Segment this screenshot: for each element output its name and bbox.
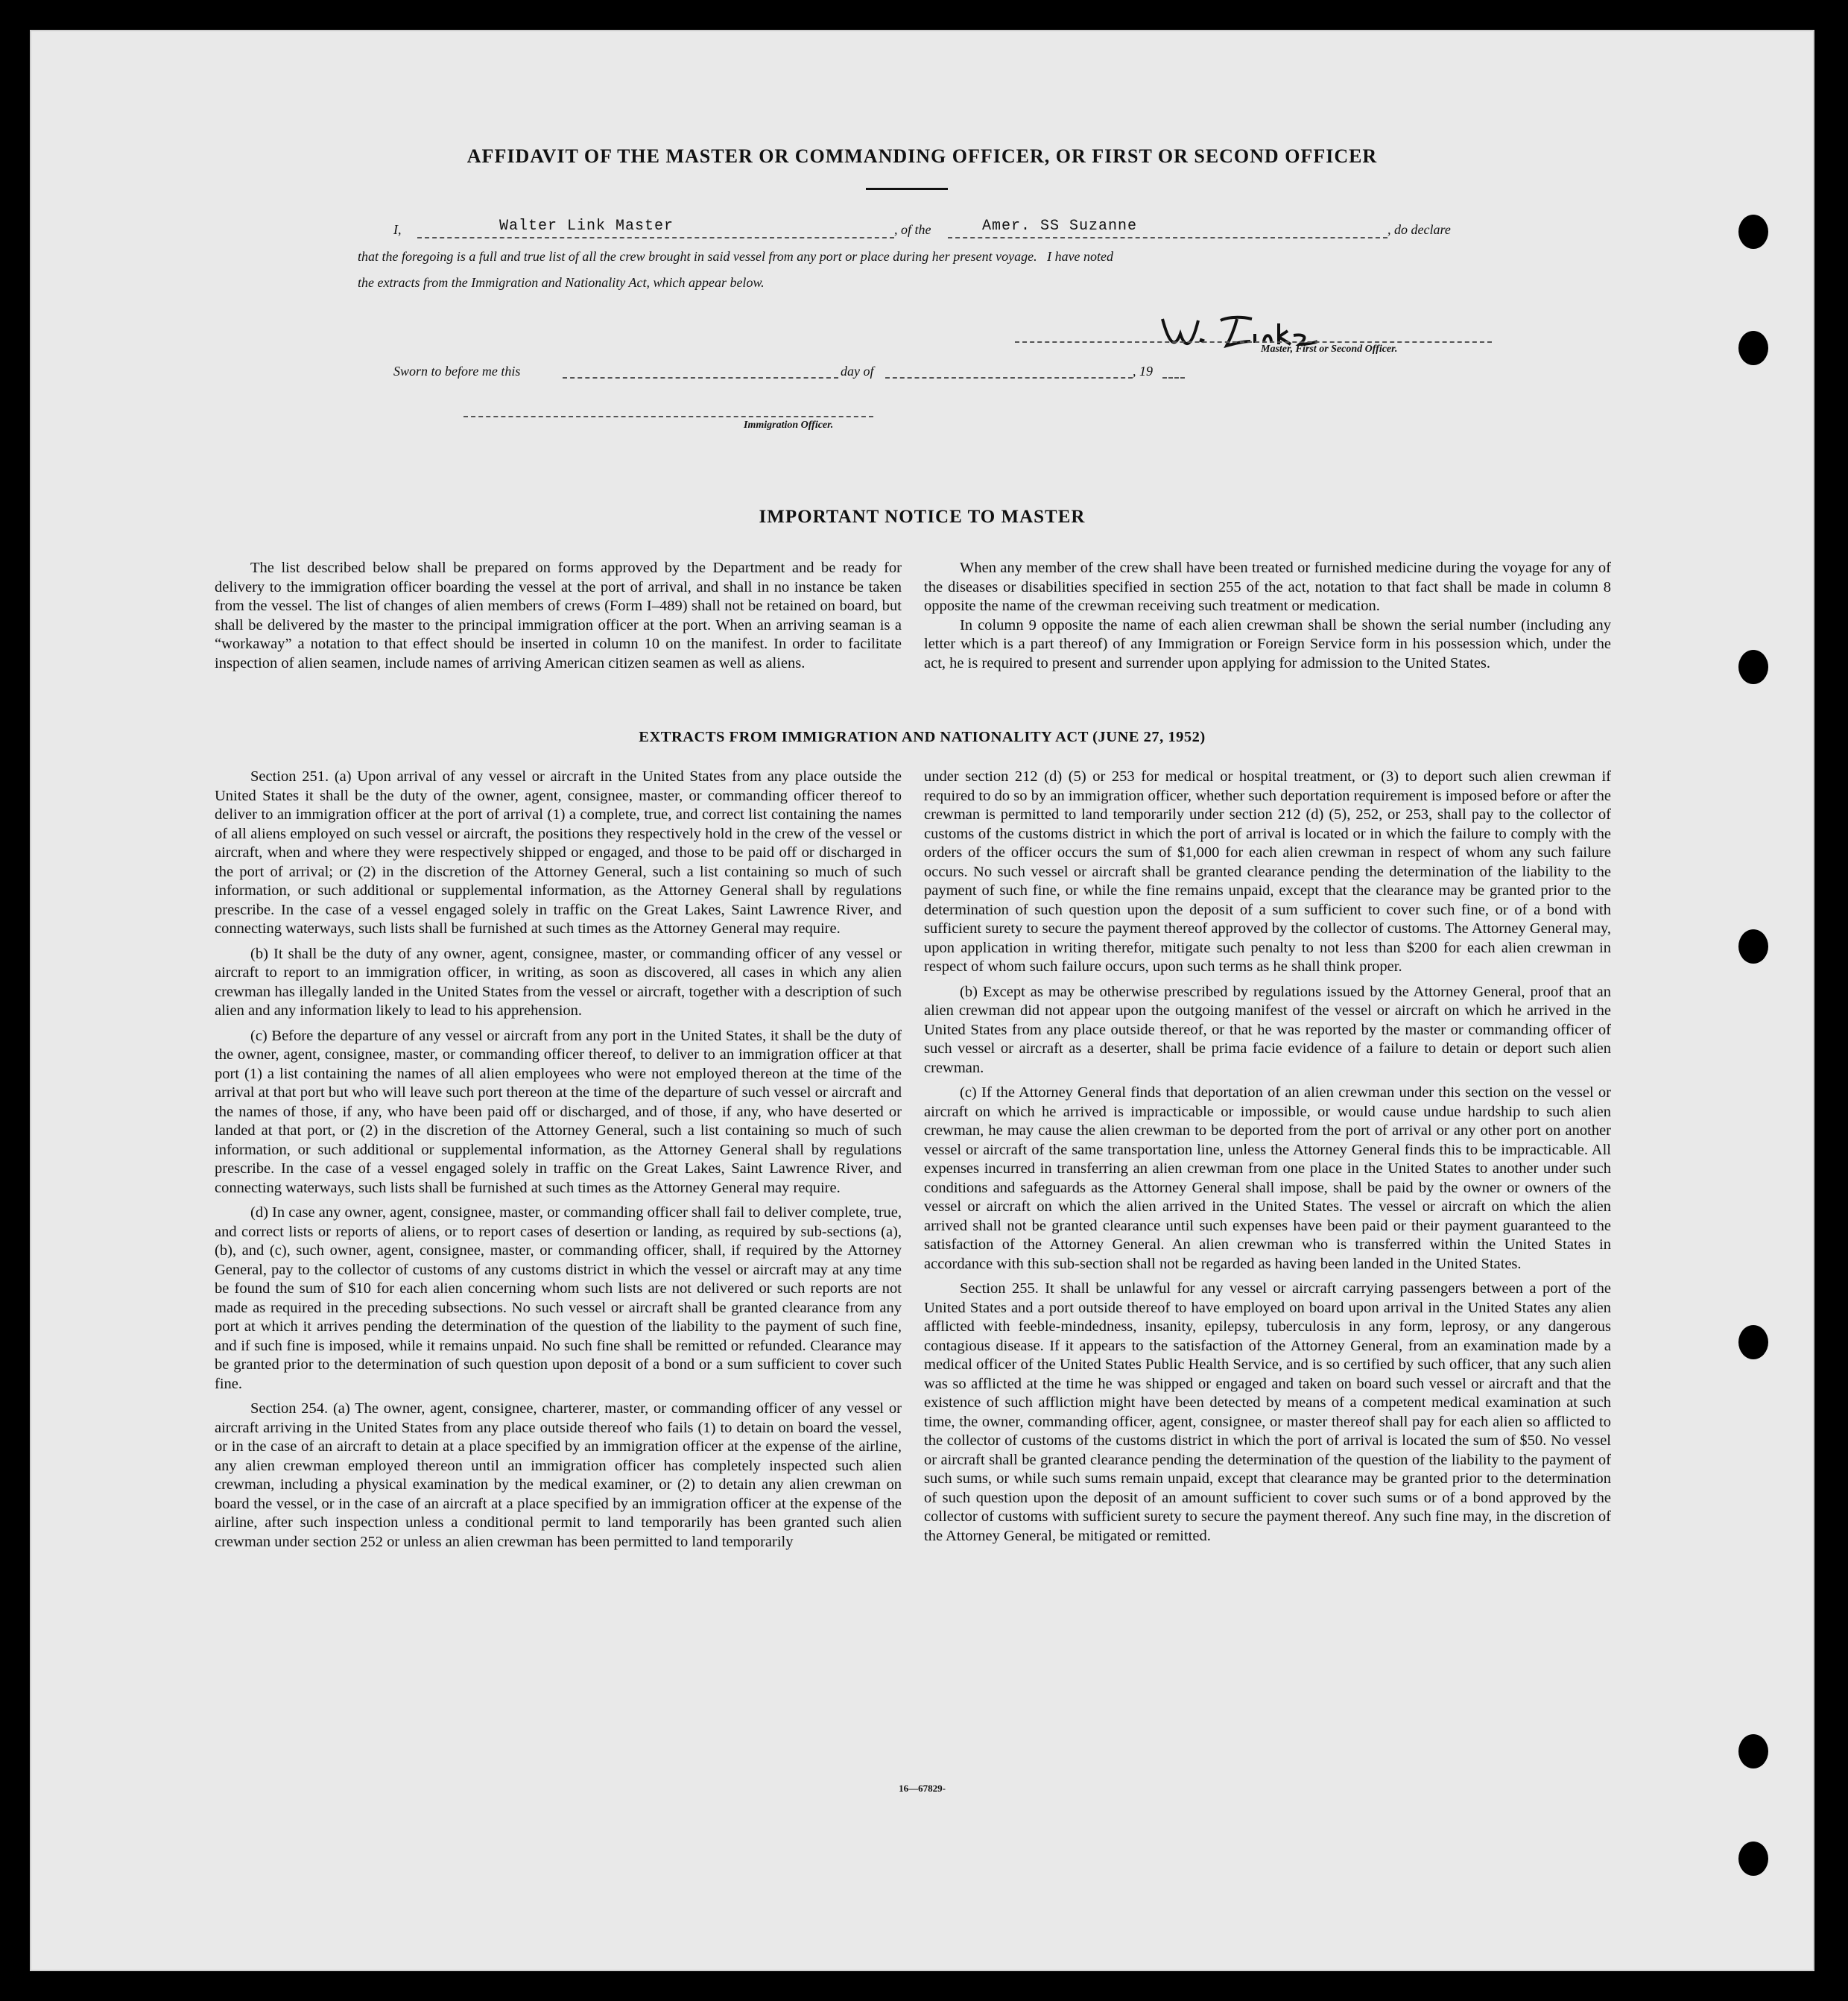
section-251-d: (d) In case any owner, agent, consignee, master, or commanding officer shall fail to deliver complete, true, and correct lists or reports of aliens, or to report cases of desertion or landing, as required by sub-sections (a), (b), and (c), such owner, agent, consignee, master, or commanding officer, shall, if required by the Attorney General, pay to the collector of customs of any customs district in which the vessel or aircraft may at any time be found the sum of $10 for each alien concerning whom such lists are not delivered or such reports are not made as required in the preceding subsections. No such vessel or aircraft shall be granted clearance from any port at which it arrives pending the determination of the question of the liability to the payment of such fine, and if such fine is imposed, while it remains unpaid. No such fine shall be remitted or refunded. Clearance may be granted prior to the determination of such question upon deposit of a bond or a sum sufficient to cover such fine.: [215, 1204, 902, 1392]
year-line: [1162, 377, 1185, 379]
officer-caption: Immigration Officer.: [744, 420, 834, 431]
form-code: 16—67829-: [899, 1783, 946, 1794]
document-page: [30, 30, 1814, 1971]
notice-left-paragraph: The list described below shall be prepared on forms approved by the Department and be ready for delivery to the immigration officer boarding the vessel at the port of arrival, and shall in no instance be taken from the vessel. The list of changes of alien members of crews (Form I–489) shall not be retained on board, but shall be delivered by the master to the principal immigration officer at the port. When an arriving seaman is a “workaway” a notation to that effect should be inserted in column 10 on the manifest. In order to facilitate inspection of alien seamen, include names of arriving American citizen seamen as well as aliens.: [215, 560, 902, 671]
punch-hole: [1738, 331, 1768, 365]
punch-hole: [1738, 1734, 1768, 1768]
declarant-line: [417, 237, 894, 238]
sworn-label: Sworn to before me this: [393, 364, 521, 379]
title-rule: [866, 188, 948, 190]
section-254-a: Section 254. (a) The owner, agent, consignee, charterer, master, or commanding officer of any vessel or aircraft arriving in the United States from any place outside thereof who fails (1) to detain on board the vessel, or in the case of an aircraft to detain at a place specified by an immigration officer at the expense of the airline, any alien crewman employed thereon until an immigration officer has completely inspected such alien crewman, including a physical examination by the medical examiner, or (2) to detain any alien crewman on board the vessel, or in the case of an aircraft at a place specified by an immigration officer at the expense of the airline, after such inspection unless a conditional permit to land temporarily has been granted such alien crewman under section 252 or unless an alien crewman has been permitted to land temporarily: [215, 1400, 902, 1550]
notice-right-column: [924, 559, 1611, 679]
of-the-label: , of the: [894, 222, 931, 237]
notice-left-column: [215, 559, 902, 679]
day-of-label: day of: [841, 364, 874, 379]
officer-line: [463, 416, 873, 417]
section-254-a-continued: under section 212 (d) (5) or 253 for medical or hospital treatment, or (3) to deport such alien crewman if required to do so by an immigration officer, whether such deportation requirement is imposed before or after the crewman is permitted to land temporarily under section 212 (d) (5), 252, or 253, shall pay to the collector of customs of the customs district in which the port of arrival is located or in which the failure to comply with the orders of the officer occurs the sum of $1,000 for each alien crewman in respect of whom any such failure occurs. No such vessel or aircraft shall be granted clearance pending the determination of the liability to the payment of such fine, or while the fine remains unpaid, except that the clearance may be granted prior to the determination of such question upon the deposit of a sum sufficient to cover such fine, or of a bond with sufficient surety to secure the payment thereof approved by the collector of customs. The Attorney General may, upon application in writing therefor, mitigate such penalty to not less than $200 for each alien crewman in respect of whom such failure occurs, upon such terms as he shall think proper.: [924, 768, 1611, 975]
month-line: [885, 377, 1133, 379]
year-label: , 19: [1133, 364, 1153, 379]
punch-hole: [1738, 929, 1768, 964]
section-251-a: Section 251. (a) Upon arrival of any vessel or aircraft in the United States from any place outside the United States it shall be the duty of the owner, agent, consignee, master, or commanding officer thereof to deliver to an immigration officer at the port of arrival (1) a complete, true, and correct list containing the names of all aliens employed on such vessel or aircraft, the positions they respectively hold in the crew of the vessel or aircraft, when and where they were respectively shipped or engaged, and those to be paid off or discharged in the port of arrival; or (2) in the discretion of the Attorney General, such a list containing so much of such information, or such additional or supplemental information, as the Attorney General shall by regulations prescribe. In the case of a vessel engaged solely in traffic on the Great Lakes, Saint Lawrence River, and connecting waterways, such lists shall be furnished at such times as the Attorney General may require.: [215, 768, 902, 937]
do-declare-label: , do declare: [1387, 222, 1451, 237]
section-251-c: (c) Before the departure of any vessel or aircraft from any port in the United States, it shall be the duty of the owner, agent, consignee, master, or commanding officer thereof, to deliver to an immigration officer at that port (1) a list containing the names of all alien employees who were not employed thereon at the time of the arrival at that port but who will leave such port thereon at the time of the departure of such vessel or aircraft and the names of those, if any, who have been paid off or discharged, and of those, if any, who have deserted or landed at that port, or (2) in the discretion of the Attorney General, such a list containing so much of such information, or such additional or supplemental information, as the Attorney General shall by regulations prescribe. In the case of a vessel engaged solely in traffic on the Great Lakes, Saint Lawrence River, and connecting waterways, such lists shall be furnished at such times as the Attorney General may require.: [215, 1027, 902, 1196]
sworn-date-line: [563, 377, 838, 379]
signature-line: [1015, 341, 1492, 343]
i-label: I,: [393, 222, 402, 237]
notice-right-paragraph-1: When any member of the crew shall have been treated or furnished medicine during the voyage for any of the diseases or disabilities specified in section 255 of the act, notation to that fact shall be made in column 8 opposite the name of the crewman receiving such treatment or medication.: [924, 560, 1611, 614]
notice-title: IMPORTANT NOTICE TO MASTER: [759, 507, 1086, 527]
signature-caption: Master, First or Second Officer.: [1261, 344, 1398, 355]
punch-hole: [1738, 650, 1768, 684]
extracts-left-column: [215, 768, 902, 1558]
notice-right-paragraph-2: In column 9 opposite the name of each alien crewman shall be shown the serial number (including any letter which is a part thereof) of any Immigration or Foreign Service form in his possession which, under the act, he is required to present and surrender upon applying for admission to the United States.: [924, 616, 1611, 671]
extracts-right-column: [924, 768, 1611, 1552]
statement-line-1: that the foregoing is a full and true list of all the crew brought in said vessel from any port or place during her present voyage. I have noted: [358, 249, 1114, 264]
vessel-line: [948, 237, 1387, 238]
section-254-b: (b) Except as may be otherwise prescribed by regulations issued by the Attorney General, proof that an alien crewman did not appear upon the outgoing manifest of the vessel or aircraft on which he arrived in the United States from any place outside thereof, or that he was reported by the master or commanding officer of such vessel or aircraft as a deserter, shall be prima facie evidence of a failure to detain or deport such alien crewman.: [924, 983, 1611, 1076]
vessel-name: Amer. SS Suzanne: [982, 218, 1138, 235]
extracts-title: EXTRACTS FROM IMMIGRATION AND NATIONALITY ACT (JUNE 27, 1952): [639, 729, 1206, 745]
section-255: Section 255. It shall be unlawful for any vessel or aircraft carrying passengers between a port of the United States and a port outside thereof to have employed on board upon arrival in the United States any alien afflicted with feeble-mindedness, insanity, epilepsy, tuberculosis in any form, leprosy, or any dangerous contagious disease. If it appears to the satisfaction of the Attorney General, from an examination made by a medical officer of the United States Public Health Service, and is so certified by such officer, that any such alien was so afflicted at the time he was shipped or engaged and taken on board such vessel or aircraft and that the existence of such affliction might have been detected by means of a competent medical examination at such time, the owner, commanding officer, agent, consignee, or master thereof shall pay for each alien so afflicted to the collector of customs of the customs district in which the port of arrival is located the sum of $50. No vessel or aircraft shall be granted clearance pending the determination of the question of the liability to the payment of such sums, or while such sums remain unpaid, except that clearance may be granted prior to the determination of such question upon the deposit of an amount sufficient to cover such sums or of a bond approved by the collector of customs with sufficient surety to secure the payment thereof. Any such fine may, in the discretion of the Attorney General, be mitigated or remitted.: [924, 1280, 1611, 1544]
declarant-name: Walter Link Master: [499, 218, 674, 235]
punch-hole: [1738, 1842, 1768, 1876]
affidavit-title: AFFIDAVIT OF THE MASTER OR COMMANDING OFFICER, OR FIRST OR SECOND OFFICER: [466, 145, 1378, 167]
section-254-c: (c) If the Attorney General finds that deportation of an alien crewman under this section on the vessel or aircraft on which he arrived is impracticable or impossible, or would cause undue hardship to such alien crewman, he may cause the alien crewman to be deported from the port of arrival or any other port on another vessel or aircraft of the same transportation line, unless the Attorney General finds this to be impracticable. All expenses incurred in transferring an alien crewman from one place in the United States to another under such conditions and safeguards as the Attorney General shall impose, shall be paid by the owner or owners of the vessel or aircraft on which the alien arrived in the United States. The vessel or aircraft on which the alien arrived shall not be granted clearance until such expenses have been paid or their payment guaranteed to the satisfaction of the Attorney General. An alien crewman who is transferred within the United States in accordance with this sub-section shall not be regarded as having been landed in the United States.: [924, 1084, 1611, 1272]
section-251-b: (b) It shall be the duty of any owner, agent, consignee, master, or commanding officer of any vessel or aircraft to report to an immigration officer, in writing, as soon as discovered, all cases in which any alien crewman has illegally landed in the United States from the vessel or aircraft, together with a description of such alien and any information likely to lead to his apprehension.: [215, 945, 902, 1019]
punch-hole: [1738, 215, 1768, 249]
statement-line-2: the extracts from the Immigration and Nationality Act, which appear below.: [358, 275, 765, 290]
punch-hole: [1738, 1325, 1768, 1359]
